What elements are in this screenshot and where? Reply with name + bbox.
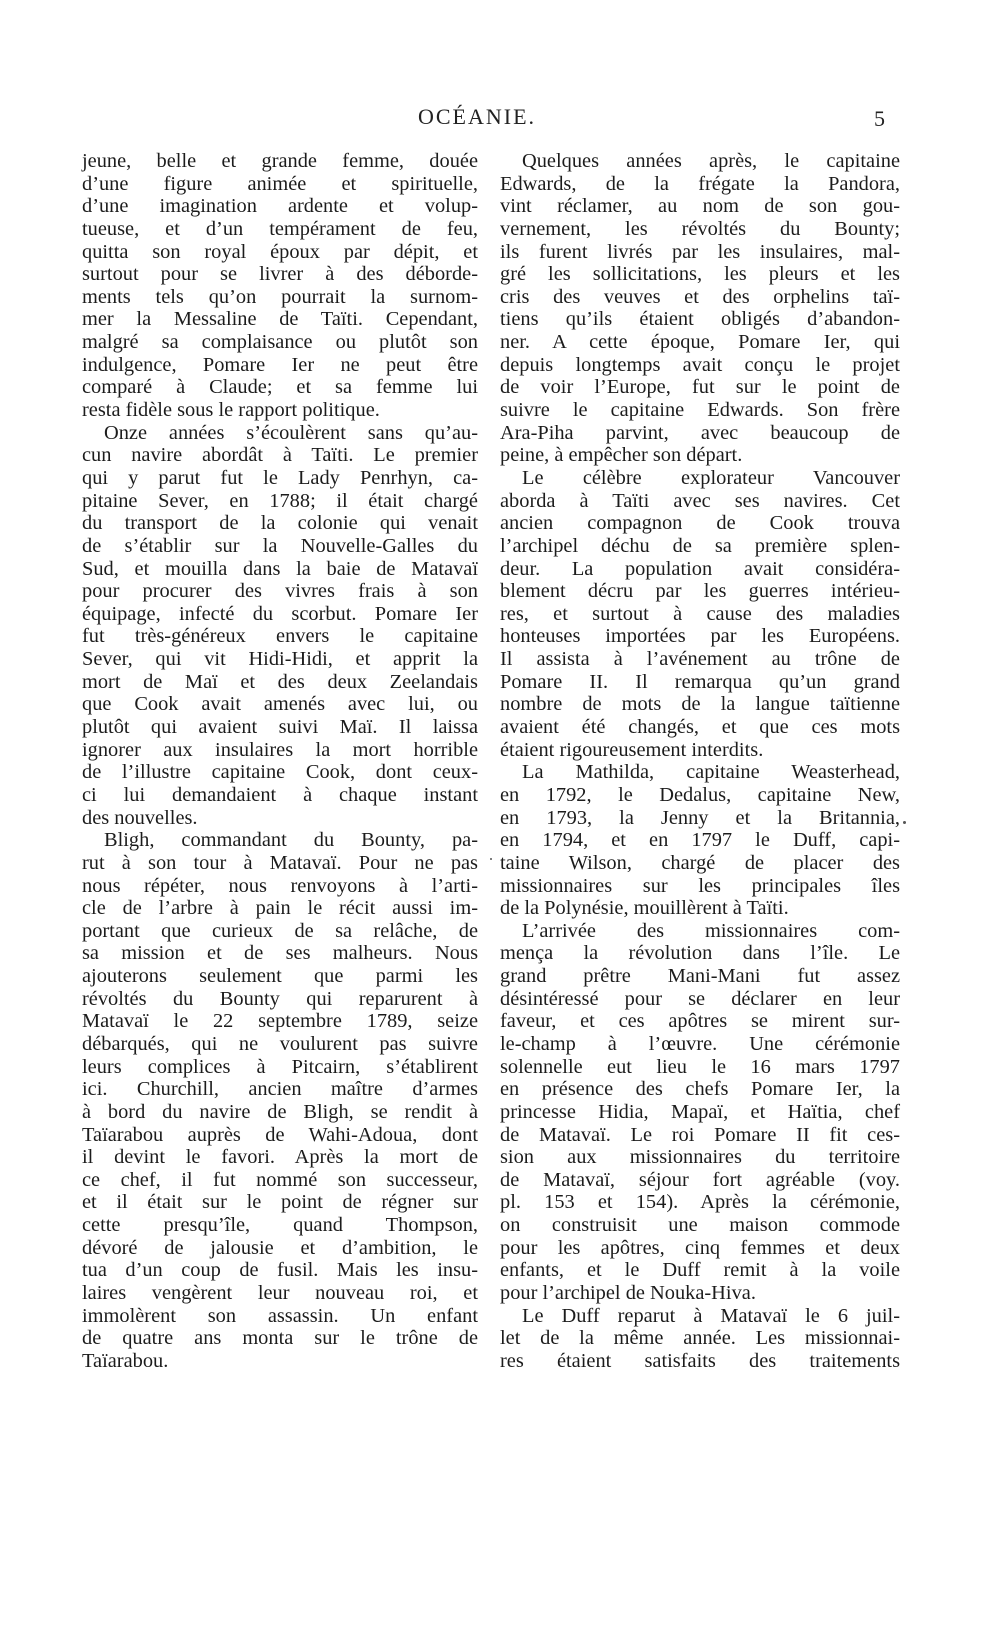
text-line: en 1793, la Jenny et la Britannia,	[500, 806, 900, 829]
text-line: Le célèbre explorateur Vancouver	[522, 466, 900, 489]
text-line: missionnaires sur les principales îles	[500, 874, 900, 897]
text-line: mort de Maï et des deux Zeelandais	[82, 670, 478, 693]
text-line: cun navire abordât à Taïti. Le premier	[82, 444, 478, 467]
text-line: pour procurer des vivres frais à son	[82, 580, 478, 603]
text-line: sion aux missionnaires du territoire	[500, 1146, 900, 1169]
text-line: de Matavaï, séjour fort agréable (voy.	[500, 1168, 900, 1191]
text-line: laires vengèrent leur nouveau roi, et	[82, 1282, 478, 1305]
text-line: mer la Messaline de Taïti. Cependant,	[82, 308, 478, 331]
text-line: princesse Hidia, Mapaï, et Haïtia, chef	[500, 1100, 900, 1123]
text-line: plutôt qui avaient suivi Maï. Il laissa	[82, 716, 478, 739]
text-line: indulgence, Pomare Ier ne peut être	[82, 353, 478, 376]
scan-speck	[490, 858, 492, 860]
text-line: comparé à Claude; et sa femme lui	[82, 376, 478, 399]
text-line: Le Duff reparut à Matavaï le 6 juil-	[522, 1304, 900, 1327]
text-line: des nouvelles.	[82, 806, 198, 829]
text-line: ajouterons seulement que parmi les	[82, 965, 478, 988]
text-line: tueuse, et d’un tempérament de feu,	[82, 217, 478, 240]
text-line: aborda à Taïti avec ses navires. Cet	[500, 489, 900, 512]
text-line: équipage, infecté du scorbut. Pomare Ier	[82, 602, 478, 625]
text-line: en 1794, et en 1797 le Duff, capi-	[500, 829, 900, 852]
text-line: fut très-généreux envers le capitaine	[82, 625, 478, 648]
text-line: enfants, et le Duff remit à la voile	[500, 1259, 900, 1282]
text-line: le-champ à l’œuvre. Une cérémonie	[500, 1032, 900, 1055]
text-line: peine, à empêcher son départ.	[500, 444, 743, 467]
text-line: de voir l’Europe, fut sur le point de	[500, 376, 900, 399]
text-line: on construisit une maison commode	[500, 1214, 900, 1237]
text-line: res, et surtout à cause des maladies	[500, 602, 900, 625]
text-line: nous répéter, nous renvoyons à l’arti-	[82, 874, 478, 897]
text-line: L’arrivée des missionnaires com-	[522, 919, 900, 942]
text-line: tiens qu’ils étaient obligés d’abandon-	[500, 308, 900, 331]
text-line: cle de l’arbre à pain le récit aussi im-	[82, 897, 478, 920]
text-line: d’une figure animée et spirituelle,	[82, 172, 478, 195]
text-line: cette presqu’île, quand Thompson,	[82, 1214, 478, 1237]
text-line: faveur, et ces apôtres se mirent sur-	[500, 1010, 900, 1033]
text-line: malgré sa complaisance ou plutôt son	[82, 331, 478, 354]
right-column	[500, 150, 900, 1373]
text-line: Quelques années après, le capitaine	[522, 150, 900, 172]
text-line: qui y parut fut le Lady Penrhyn, ca-	[82, 466, 478, 489]
text-line: de la Polynésie, mouillèrent à Taïti.	[500, 897, 789, 920]
text-line: Sud, et mouilla dans la baie de Matavaï	[82, 557, 478, 580]
text-line: l’archipel déchu de sa première splen-	[500, 534, 900, 557]
text-line: Sever, qui vit Hidi-Hidi, et apprit la	[82, 648, 478, 671]
text-line: avaient été changés, et que ces mots	[500, 716, 900, 739]
text-line: let de la même année. Les missionnai-	[500, 1327, 900, 1350]
text-line: deur. La population avait considéra-	[500, 557, 900, 580]
text-line: en présence des chefs Pomare Ier, la	[500, 1078, 900, 1101]
text-line: du transport de la colonie qui venait	[82, 512, 478, 535]
text-line: de quatre ans monta sur le trône de	[82, 1327, 478, 1350]
text-line: sa mission et de ses malheurs. Nous	[82, 942, 478, 965]
text-line: il devint le favori. Après la mort de	[82, 1146, 478, 1169]
text-line: gré les sollicitations, les pleurs et les	[500, 263, 900, 286]
text-line: Ara-Piha parvint, avec beaucoup de	[500, 421, 900, 444]
text-line: ci lui demandaient à chaque instant	[82, 783, 478, 806]
text-line: resta fidèle sous le rapport politique.	[82, 399, 380, 422]
text-line: débarqués, qui ne voulurent pas suivre	[82, 1032, 478, 1055]
text-line: en 1792, le Dedalus, capitaine New,	[500, 783, 900, 806]
text-line: nombre de mots de la langue taïtienne	[500, 693, 900, 716]
text-line: res étaient satisfaits des traitements	[500, 1349, 900, 1372]
text-line: vint réclamer, au nom de son gou-	[500, 195, 900, 218]
text-line: quitta son royal époux par dépit, et	[82, 240, 478, 263]
text-line: ner. A cette époque, Pomare Ier, qui	[500, 331, 900, 354]
text-line: et il était sur le point de régner sur	[82, 1191, 478, 1214]
text-line: tua d’un coup de fusil. Mais les insu-	[82, 1259, 478, 1282]
text-line: d’une imagination ardente et volup-	[82, 195, 478, 218]
text-line: étaient rigoureusement interdits.	[500, 738, 764, 761]
text-line: de s’établir sur la Nouvelle-Galles du	[82, 534, 478, 557]
text-line: ments tels qu’on pourrait la surnom-	[82, 285, 478, 308]
text-line: solennelle eut lieu le 16 mars 1797	[500, 1055, 900, 1078]
text-line: portant que curieux de sa relâche, de	[82, 919, 478, 942]
text-line: jeune, belle et grande femme, douée	[82, 150, 478, 172]
left-column	[82, 150, 478, 1373]
text-line: Bligh, commandant du Bounty, pa-	[104, 829, 478, 852]
scan-speck	[903, 821, 906, 824]
text-line: à bord du navire de Bligh, se rendit à	[82, 1100, 478, 1123]
text-line: leurs complices à Pitcairn, s’établirent	[82, 1055, 478, 1078]
text-line: ils furent livrés par les insulaires, mal-	[500, 240, 900, 263]
text-line: immolèrent son assassin. Un enfant	[82, 1304, 478, 1327]
text-line: pour l’archipel de Nouka-Hiva.	[500, 1282, 756, 1305]
text-line: Onze années s’écoulèrent sans qu’au-	[104, 421, 478, 444]
text-line: ancien compagnon de Cook trouva	[500, 512, 900, 535]
text-line: Matavaï le 22 septembre 1789, seize	[82, 1010, 478, 1033]
text-line: cris des veuves et des orphelins taï-	[500, 285, 900, 308]
text-line: La Mathilda, capitaine Weasterhead,	[522, 761, 900, 784]
text-line: surtout pour se livrer à des déborde-	[82, 263, 478, 286]
text-line: honteuses importées par les Européens.	[500, 625, 900, 648]
text-line: ce chef, il fut nommé son successeur,	[82, 1168, 478, 1191]
text-line: grand prêtre Mani-Mani fut assez	[500, 965, 900, 988]
page-number: 5	[874, 106, 885, 131]
text-line: depuis longtemps avait conçu le projet	[500, 353, 900, 376]
text-line: taine Wilson, chargé de placer des	[500, 851, 900, 874]
text-line: de l’illustre capitaine Cook, dont ceux-	[82, 761, 478, 784]
text-line: Taïarabou.	[82, 1349, 169, 1372]
text-line: ici. Churchill, ancien maître d’armes	[82, 1078, 478, 1101]
text-line: Taïarabou auprès de Wahi-Adoua, dont	[82, 1123, 478, 1146]
text-line: mença la révolution dans l’île. Le	[500, 942, 900, 965]
running-header	[0, 104, 1000, 134]
text-line: suivre le capitaine Edwards. Son frère	[500, 399, 900, 422]
running-title: OCÉANIE.	[418, 104, 537, 129]
text-line: vernement, les révoltés du Bounty;	[500, 217, 900, 240]
text-line: pitaine Sever, en 1788; il était chargé	[82, 489, 478, 512]
text-line: Il assista à l’avénement au trône de	[500, 648, 900, 671]
text-line: Pomare II. Il remarqua qu’un grand	[500, 670, 900, 693]
text-line: rut à son tour à Matavaï. Pour ne pas	[82, 851, 478, 874]
text-line: de Matavaï. Le roi Pomare II fit ces-	[500, 1123, 900, 1146]
text-line: Edwards, de la frégate la Pandora,	[500, 172, 900, 195]
text-line: que Cook avait amenés avec lui, ou	[82, 693, 478, 716]
text-line: révoltés du Bounty qui reparurent à	[82, 987, 478, 1010]
text-line: dévoré de jalousie et d’ambition, le	[82, 1236, 478, 1259]
text-line: pl. 153 et 154). Après la cérémonie,	[500, 1191, 900, 1214]
text-line: blement décru par les guerres intérieu-	[500, 580, 900, 603]
text-line: désintéressé pour se déclarer en leur	[500, 987, 900, 1010]
text-line: ignorer aux insulaires la mort horrible	[82, 738, 478, 761]
text-line: pour les apôtres, cinq femmes et deux	[500, 1236, 900, 1259]
